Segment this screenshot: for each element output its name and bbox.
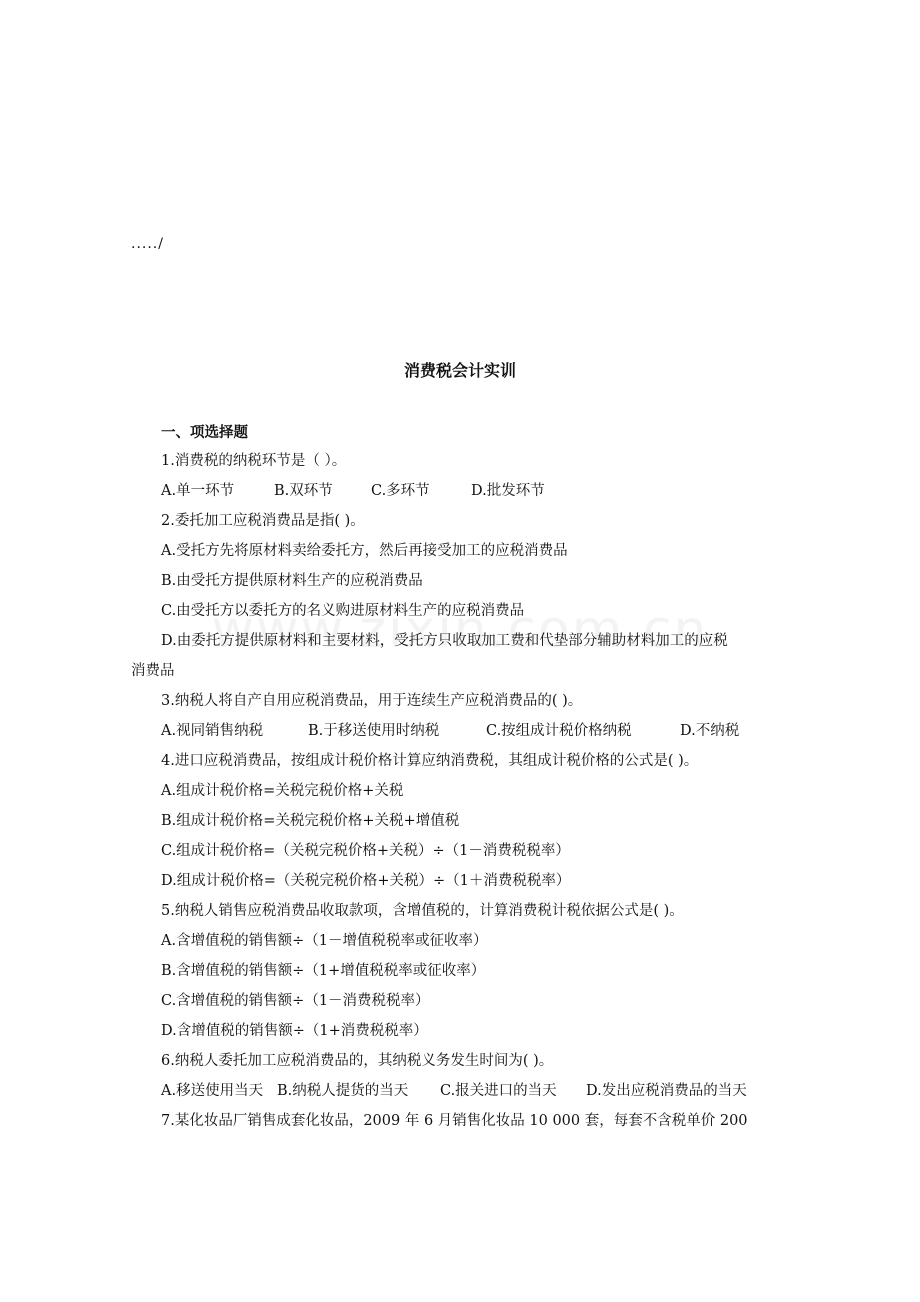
- option-d: D.不纳税: [680, 723, 740, 739]
- question-3: 3.纳税人将自产自用应税消费品，用于连续生产应税消费品的( )。: [161, 693, 583, 709]
- option-d: D.含增值税的销售额÷（1+消费税税率）: [161, 1023, 428, 1039]
- option-d: D.组成计税价格=（关税完税价格+关税）÷（1＋消费税税率）: [161, 873, 571, 889]
- option-c: C.多环节: [371, 483, 430, 499]
- option-b: B.纳税人提货的当天: [277, 1083, 409, 1099]
- option-d: D.发出应税消费品的当天: [586, 1083, 747, 1099]
- option-c: C.由受托方以委托方的名义购进原材料生产的应税消费品: [161, 603, 525, 619]
- option-d-continued: 消费品: [131, 663, 175, 679]
- option-a: A.受托方先将原材料卖给委托方，然后再接受加工的应税消费品: [161, 543, 568, 559]
- option-a: A.含增值税的销售额÷（1－增值税税率或征收率）: [161, 933, 488, 949]
- question-2: 2.委托加工应税消费品是指( )。: [161, 513, 365, 529]
- option-c: C.报关进口的当天: [440, 1083, 557, 1099]
- section-heading: 一、项选择题: [161, 425, 248, 441]
- option-c: C.按组成计税价格纳税: [486, 723, 632, 739]
- option-b: B.含增值税的销售额÷（1+增值税税率或征收率）: [161, 963, 486, 979]
- option-c: C.含增值税的销售额÷（1－消费税税率）: [161, 993, 430, 1009]
- option-a: A.视同销售纳税: [161, 723, 264, 739]
- question-1-options: [131, 476, 791, 506]
- option-a: A.移送使用当天: [161, 1083, 264, 1099]
- option-b: B.双环节: [274, 483, 333, 499]
- option-b: B.组成计税价格=关税完税价格+关税+增值税: [161, 813, 460, 829]
- option-a: A.组成计税价格=关税完税价格+关税: [161, 783, 404, 799]
- header-mark: ...../: [131, 236, 164, 252]
- option-a: A.单一环节: [161, 483, 235, 499]
- question-6: 6.纳税人委托加工应税消费品的，其纳税义务发生时间为( )。: [161, 1053, 554, 1069]
- option-b: B.由受托方提供原材料生产的应税消费品: [161, 573, 423, 589]
- option-b: B.于移送使用时纳税: [308, 723, 440, 739]
- question-3-options: [131, 716, 791, 746]
- option-d: D.批发环节: [471, 483, 545, 499]
- question-1: 1.消费税的纳税环节是（ ）。: [161, 453, 347, 469]
- document-body: [131, 446, 791, 1136]
- option-d: D.由委托方提供原材料和主要材料，受托方只收取加工费和代垫部分辅助材料加工的应税: [161, 633, 728, 649]
- question-6-options: [131, 1076, 791, 1106]
- option-c: C.组成计税价格=（关税完税价格+关税）÷（1－消费税税率）: [161, 843, 570, 859]
- document-title: 消费税会计实训: [403, 361, 516, 380]
- question-5: 5.纳税人销售应税消费品收取款项，含增值税的，计算消费税计税依据公式是( )。: [161, 903, 684, 919]
- question-4: 4.进口应税消费品，按组成计税价格计算应纳消费税，其组成计税价格的公式是( )。: [161, 753, 699, 769]
- question-7: 7.某化妆品厂销售成套化妆品，2009 年 6 月销售化妆品 10 000 套，每套不含税单价 200: [161, 1113, 748, 1129]
